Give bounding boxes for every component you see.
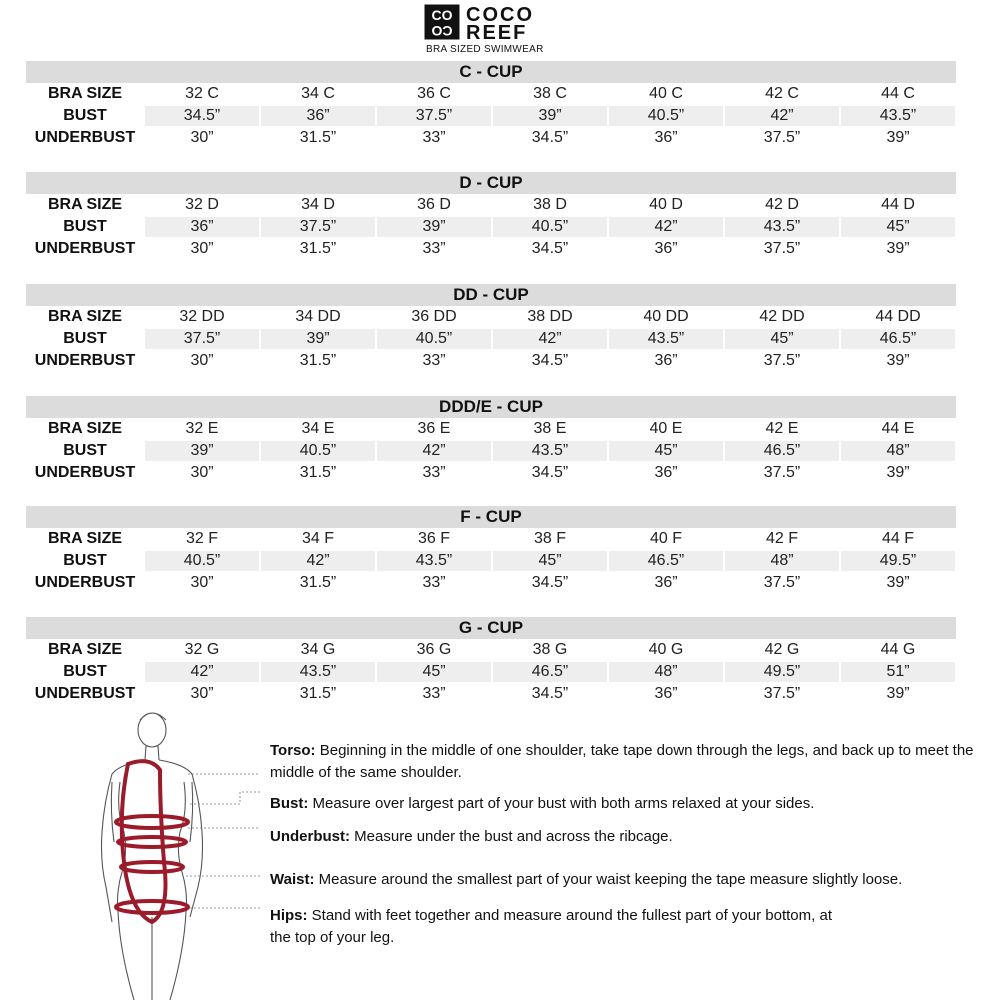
instruction-text: Measure over largest part of your bust with both arms relaxed at your sides. — [312, 795, 815, 812]
logo-word-coco: COCO — [466, 4, 534, 26]
coco-reef-logo-icon — [424, 4, 460, 40]
underbust-cell: 33” — [422, 574, 446, 591]
bra-size-row — [26, 418, 956, 440]
bust-cell: 45” — [422, 663, 446, 680]
bust-cell: 48” — [770, 552, 794, 569]
underbust-cell: 36” — [654, 574, 678, 591]
row-label: BUST — [63, 552, 107, 569]
underbust-cell: 30” — [190, 352, 214, 369]
underbust-cell: 34.5” — [531, 240, 569, 257]
underbust-cell: 33” — [422, 685, 446, 702]
instruction-text: Beginning in the middle of one shoulder, take tape down through the legs, and back up to meet the middle of the same shoulder. — [270, 742, 974, 781]
bust-cell: 39” — [306, 330, 330, 347]
body-measurement-figure-icon — [90, 712, 260, 1000]
underbust-cell: 36” — [654, 685, 678, 702]
underbust-cell: 36” — [654, 352, 678, 369]
underbust-cell: 31.5” — [299, 685, 337, 702]
row-label: BUST — [63, 663, 107, 680]
bra-size-row — [26, 528, 956, 550]
row-label: BRA SIZE — [47, 308, 123, 325]
size-table — [26, 396, 956, 484]
underbust-cell: 31.5” — [299, 240, 337, 257]
row-label: BUST — [63, 442, 107, 459]
bust-cell: 43.5” — [763, 218, 801, 235]
row-label: UNDERBUST — [34, 352, 136, 369]
bra-size-cell: 34 DD — [295, 308, 341, 325]
underbust-cell: 30” — [190, 240, 214, 257]
underbust-cell: 30” — [190, 129, 214, 146]
bra-size-cell: 44 F — [881, 530, 914, 547]
underbust-row — [26, 462, 956, 484]
row-label: BRA SIZE — [47, 420, 123, 437]
bust-cell: 34.5” — [183, 107, 221, 124]
instruction-underbust — [270, 826, 995, 848]
underbust-cell: 34.5” — [531, 574, 569, 591]
bust-cell: 48” — [654, 663, 678, 680]
bra-size-cell: 32 G — [184, 641, 220, 658]
bust-cell: 48” — [886, 442, 910, 459]
underbust-cell: 37.5” — [763, 464, 801, 481]
cup-header: C - CUP — [26, 61, 956, 83]
bra-size-cell: 36 D — [417, 196, 451, 213]
underbust-cell: 39” — [886, 240, 910, 257]
bra-size-cell: 42 D — [765, 196, 799, 213]
size-table — [26, 506, 956, 594]
underbust-cell: 31.5” — [299, 352, 337, 369]
underbust-cell: 37.5” — [763, 352, 801, 369]
underbust-cell: 39” — [886, 352, 910, 369]
bust-cell: 39” — [422, 218, 446, 235]
bust-cell: 46.5” — [879, 330, 917, 347]
bust-row — [26, 328, 956, 350]
bust-cell: 49.5” — [879, 552, 917, 569]
bust-cell: 43.5” — [299, 663, 337, 680]
row-label: BUST — [63, 107, 107, 124]
bra-size-row — [26, 639, 956, 661]
underbust-cell: 31.5” — [299, 464, 337, 481]
underbust-cell: 37.5” — [763, 685, 801, 702]
bust-cell: 43.5” — [879, 107, 917, 124]
bra-size-row — [26, 83, 956, 105]
bra-size-cell: 42 G — [764, 641, 800, 658]
instruction-waist — [270, 869, 995, 891]
bust-row — [26, 661, 956, 683]
bra-size-cell: 38 E — [533, 420, 567, 437]
underbust-cell: 31.5” — [299, 129, 337, 146]
underbust-cell: 34.5” — [531, 129, 569, 146]
bust-cell: 51” — [886, 663, 910, 680]
bust-cell: 37.5” — [183, 330, 221, 347]
size-table — [26, 172, 956, 260]
bra-size-cell: 40 D — [649, 196, 683, 213]
cup-header: G - CUP — [26, 617, 956, 639]
bust-cell: 43.5” — [531, 442, 569, 459]
cup-header: F - CUP — [26, 506, 956, 528]
bust-cell: 42” — [306, 552, 330, 569]
bust-row — [26, 216, 956, 238]
instruction-term: Waist: — [270, 871, 315, 888]
bust-cell: 36” — [306, 107, 330, 124]
bra-size-cell: 36 F — [417, 530, 450, 547]
underbust-cell: 30” — [190, 685, 214, 702]
underbust-cell: 33” — [422, 464, 446, 481]
logo-tagline: BRA SIZED SWIMWEAR — [426, 44, 544, 55]
bra-size-cell: 44 DD — [875, 308, 921, 325]
bust-cell: 42” — [654, 218, 678, 235]
bra-size-cell: 34 C — [301, 85, 335, 102]
bra-size-row — [26, 194, 956, 216]
underbust-cell: 39” — [886, 129, 910, 146]
bust-cell: 45” — [886, 218, 910, 235]
bust-cell: 40.5” — [183, 552, 221, 569]
underbust-row — [26, 350, 956, 372]
bra-size-cell: 38 D — [533, 196, 567, 213]
bust-cell: 37.5” — [299, 218, 337, 235]
bra-size-cell: 34 D — [301, 196, 335, 213]
bra-size-cell: 32 DD — [179, 308, 225, 325]
bra-size-cell: 36 DD — [411, 308, 457, 325]
bra-size-cell: 44 G — [880, 641, 916, 658]
bust-cell: 46.5” — [647, 552, 685, 569]
bust-cell: 42” — [422, 442, 446, 459]
bust-cell: 39” — [190, 442, 214, 459]
bra-size-cell: 40 E — [649, 420, 683, 437]
underbust-cell: 33” — [422, 240, 446, 257]
bra-size-cell: 32 E — [185, 420, 219, 437]
logo-mark-top: CO — [431, 7, 453, 23]
row-label: UNDERBUST — [34, 685, 136, 702]
instruction-bust — [270, 793, 995, 815]
bust-cell: 45” — [654, 442, 678, 459]
underbust-cell: 39” — [886, 574, 910, 591]
underbust-cell: 30” — [190, 464, 214, 481]
bra-size-cell: 32 F — [185, 530, 218, 547]
bust-cell: 39” — [538, 107, 562, 124]
row-label: UNDERBUST — [34, 240, 136, 257]
underbust-cell: 37.5” — [763, 240, 801, 257]
bra-size-cell: 34 F — [301, 530, 334, 547]
bra-size-cell: 36 C — [417, 85, 451, 102]
instruction-hips — [270, 905, 850, 949]
logo-word-reef: REEF — [466, 22, 528, 44]
instruction-term: Underbust: — [270, 828, 350, 845]
row-label: UNDERBUST — [34, 574, 136, 591]
bust-cell: 40.5” — [531, 218, 569, 235]
underbust-cell: 31.5” — [299, 574, 337, 591]
bust-row — [26, 550, 956, 572]
size-table — [26, 617, 956, 705]
underbust-row — [26, 572, 956, 594]
brand-logo — [424, 4, 564, 56]
instruction-text: Measure under the bust and across the ribcage. — [354, 828, 673, 845]
bra-size-cell: 42 C — [765, 85, 799, 102]
logo-mark-bottom: CO — [431, 23, 453, 39]
row-label: BRA SIZE — [47, 641, 123, 658]
bust-cell: 36” — [190, 218, 214, 235]
bust-cell: 40.5” — [299, 442, 337, 459]
underbust-cell: 37.5” — [763, 574, 801, 591]
row-label: UNDERBUST — [34, 464, 136, 481]
bra-size-cell: 34 G — [300, 641, 336, 658]
underbust-cell: 34.5” — [531, 352, 569, 369]
bust-cell: 49.5” — [763, 663, 801, 680]
underbust-cell: 33” — [422, 352, 446, 369]
instruction-text: Measure around the smallest part of your waist keeping the tape measure slightly loose. — [318, 871, 903, 888]
bust-row — [26, 105, 956, 127]
bra-size-cell: 32 C — [185, 85, 219, 102]
bra-size-cell: 44 D — [881, 196, 915, 213]
bra-size-cell: 32 D — [185, 196, 219, 213]
bra-size-cell: 42 F — [765, 530, 798, 547]
bra-size-cell: 38 G — [532, 641, 568, 658]
underbust-cell: 39” — [886, 685, 910, 702]
bra-size-cell: 36 E — [417, 420, 451, 437]
row-label: BRA SIZE — [47, 196, 123, 213]
instruction-term: Hips: — [270, 907, 308, 924]
row-label: BUST — [63, 218, 107, 235]
cup-header: DD - CUP — [26, 284, 956, 306]
bra-size-cell: 38 F — [533, 530, 566, 547]
size-table — [26, 284, 956, 372]
bra-size-cell: 42 DD — [759, 308, 805, 325]
row-label: BUST — [63, 330, 107, 347]
bra-size-cell: 36 G — [416, 641, 452, 658]
row-label: UNDERBUST — [34, 129, 136, 146]
underbust-cell: 39” — [886, 464, 910, 481]
underbust-cell: 30” — [190, 574, 214, 591]
bust-cell: 40.5” — [647, 107, 685, 124]
row-label: BRA SIZE — [47, 530, 123, 547]
bust-cell: 37.5” — [415, 107, 453, 124]
bra-size-cell: 34 E — [301, 420, 335, 437]
bust-cell: 42” — [538, 330, 562, 347]
bust-cell: 45” — [770, 330, 794, 347]
bra-size-cell: 40 DD — [643, 308, 689, 325]
underbust-cell: 36” — [654, 464, 678, 481]
bust-cell: 40.5” — [415, 330, 453, 347]
bra-size-cell: 38 C — [533, 85, 567, 102]
bust-row — [26, 440, 956, 462]
bra-size-cell: 42 E — [765, 420, 799, 437]
bust-cell: 45” — [538, 552, 562, 569]
bust-cell: 46.5” — [531, 663, 569, 680]
bra-size-cell: 40 G — [648, 641, 684, 658]
underbust-cell: 37.5” — [763, 129, 801, 146]
size-table — [26, 61, 956, 149]
underbust-row — [26, 238, 956, 260]
bra-size-row — [26, 306, 956, 328]
bra-size-cell: 40 C — [649, 85, 683, 102]
bra-size-cell: 40 F — [649, 530, 682, 547]
underbust-cell: 34.5” — [531, 464, 569, 481]
bust-cell: 42” — [770, 107, 794, 124]
bra-size-cell: 44 E — [881, 420, 915, 437]
underbust-cell: 34.5” — [531, 685, 569, 702]
underbust-row — [26, 683, 956, 705]
bra-size-cell: 38 DD — [527, 308, 573, 325]
cup-header: DDD/E - CUP — [26, 396, 956, 418]
underbust-cell: 36” — [654, 129, 678, 146]
underbust-row — [26, 127, 956, 149]
bust-cell: 43.5” — [415, 552, 453, 569]
underbust-cell: 33” — [422, 129, 446, 146]
underbust-cell: 36” — [654, 240, 678, 257]
bust-cell: 46.5” — [763, 442, 801, 459]
bust-cell: 42” — [190, 663, 214, 680]
cup-header: D - CUP — [26, 172, 956, 194]
instruction-torso — [270, 740, 995, 784]
instruction-term: Bust: — [270, 795, 309, 812]
bust-cell: 43.5” — [647, 330, 685, 347]
row-label: BRA SIZE — [47, 85, 123, 102]
bra-size-cell: 44 C — [881, 85, 915, 102]
instruction-text: Stand with feet together and measure around the fullest part of your bottom, at the top of your leg. — [270, 907, 832, 946]
instruction-term: Torso: — [270, 742, 316, 759]
